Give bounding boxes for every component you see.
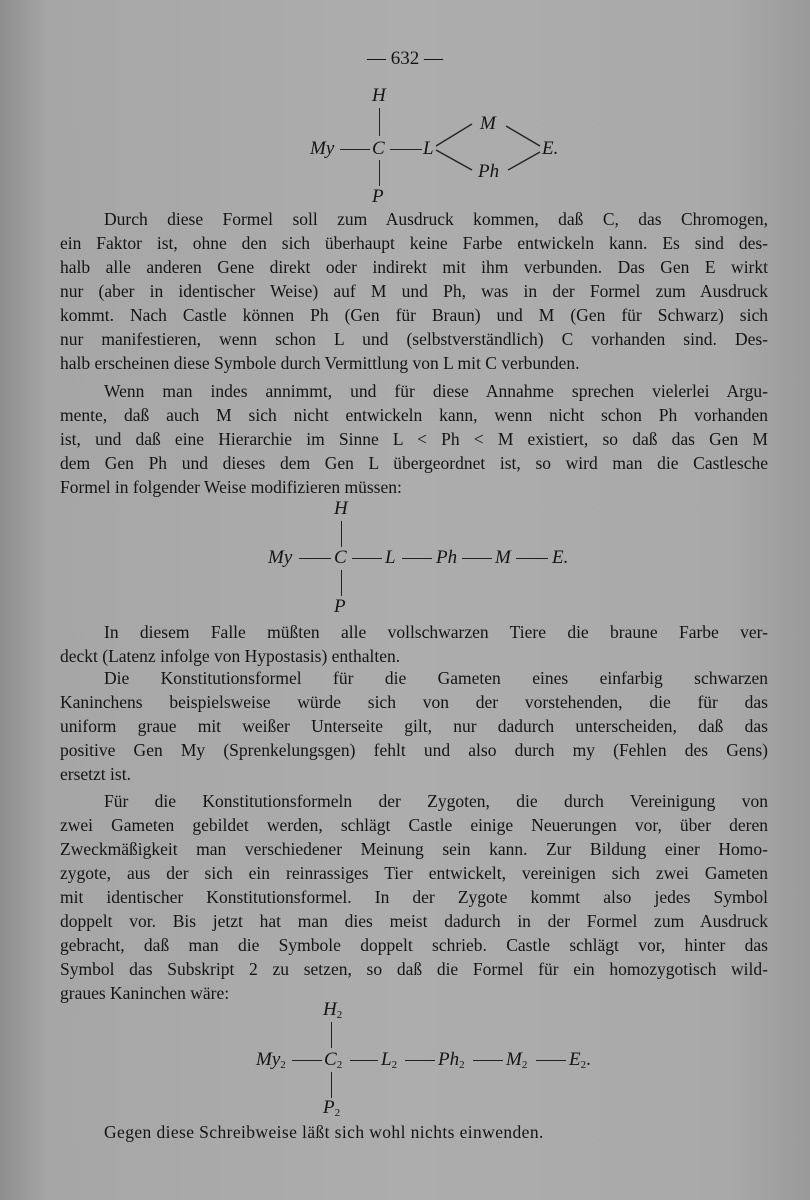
text-line: mente, daß auch M sich nicht entwickeln kann, wenn nicht schon Ph vorhanden (60, 405, 768, 425)
formula1-M: M (480, 113, 496, 134)
text-line: Die Konstitutionsformel für die Gameten eines einfarbig schwarzen (104, 668, 768, 688)
formula2-Ph: Ph (436, 547, 458, 568)
formula2-My: My (268, 547, 293, 568)
formula2-E: E. (552, 547, 569, 568)
formula3-bond (292, 1060, 322, 1061)
text-line: deckt (Latenz infolge von Hypostasis) enthalten. (60, 646, 401, 666)
text-line: halb erscheinen diese Symbole durch Vermittlung von L mit C verbunden. (60, 353, 580, 373)
text-line: zygote, aus der sich ein reinrassiges Tier entwickelt, vereinigen sich zwei Gameten (60, 863, 768, 883)
formula3-M: $M_2$ (506, 1049, 528, 1071)
formula1-My: My (310, 138, 335, 159)
text-line: graues Kaninchen wäre: (60, 983, 230, 1003)
text-line: nur (aber in identischer Weise) auf M und Ph, was in der Formel zum Ausdruck (60, 281, 768, 301)
text-line: In diesem Falle müßten alle vollschwarzen Tiere die braune Farbe ver- (104, 622, 768, 642)
formula1-E: E. (542, 138, 559, 159)
page-number: — 632 — (367, 48, 443, 69)
formula2-bond (462, 558, 492, 559)
formula2-bond (516, 558, 548, 559)
text-line: doppelt vor. Bis jetzt hat man dies meist dadurch in der Formel zum Ausdruck (60, 911, 768, 931)
text-line: ersetzt ist. (60, 764, 131, 784)
text-line: kommt. Nach Castle können Ph (Gen für Braun) und M (Gen für Schwarz) sich (60, 305, 768, 325)
text-line: zwei Gameten gebildet werden, schlägt Castle einige Neuerungen vor, über deren (60, 815, 768, 835)
paragraph-3 (60, 620, 768, 668)
text-line: uniform graue mit weißer Unterseite gilt, nur dadurch unterscheiden, daß das (60, 716, 768, 736)
text-line: Durch diese Formel soll zum Ausdruck kommen, daß C, das Chromogen, (104, 209, 768, 229)
formula3-bond (473, 1060, 503, 1061)
text-line: ist, und daß eine Hierarchie im Sinne L < Ph < M existiert, so daß das Gen M (60, 429, 768, 449)
paragraph-4 (60, 666, 768, 786)
formula3-C: $C_2$ (324, 1049, 343, 1071)
formula3-E: $E_2$. (569, 1049, 591, 1071)
formula3-bond-up (331, 1022, 332, 1048)
formula2-M: M (495, 547, 511, 568)
text-line: mit identischer Konstitutionsformel. In der Zygote kommt also jedes Symbol (60, 887, 768, 907)
paragraph-1 (60, 207, 768, 375)
formula3-My: $My_2$ (256, 1049, 286, 1071)
text-line: Formel in folgender Weise modifizieren müssen: (60, 477, 402, 497)
text-line: ein Faktor ist, ohne den sich überhaupt keine Farbe entwickeln kann. Es sind des- (60, 233, 768, 253)
formula2-P: P (334, 596, 346, 617)
text-line: Symbol das Subskript 2 zu setzen, so daß die Formel für ein homozygotisch wild- (60, 959, 768, 979)
text-line: Für die Konstitutionsformeln der Zygoten, die durch Vereinigung von (104, 791, 768, 811)
text-line: positive Gen My (Sprenkelungsgen) fehlt und also durch my (Fehlen des Gens) (60, 740, 768, 760)
formula1-P: P (372, 186, 384, 207)
formula3-Ph: $Ph_2$ (438, 1049, 465, 1071)
formula2-L: L (385, 547, 396, 568)
paragraph-5 (60, 789, 768, 1005)
formula3-bond (536, 1060, 566, 1061)
formula2-bond (352, 558, 382, 559)
formula2-bond-down (341, 570, 342, 596)
formula1-L: L (423, 138, 434, 159)
formula2-C: C (334, 547, 347, 568)
formula1-Ph: Ph (478, 161, 500, 182)
formula3-H: $H_2$ (323, 999, 343, 1021)
text-line: Zweckmäßigkeit man verschiedener Meinung sein kann. Zur Bildung einer Homo- (60, 839, 768, 859)
paragraph-2 (60, 379, 768, 499)
formula2-H: H (334, 498, 348, 519)
formula1-H: H (372, 85, 386, 106)
text-line: Kaninchens beispielsweise würde sich von der vorstehenden, die für das (60, 692, 768, 712)
text-line: halb alle anderen Gene direkt oder indirekt mit ihm verbunden. Das Gen E wirkt (60, 257, 768, 277)
closing-sentence: Gegen diese Schreibweise läßt sich wohl nichts einwenden. (104, 1122, 544, 1142)
formula2-bond (299, 558, 331, 559)
text-line: nur manifestieren, wenn schon L und (selbstverständlich) C vorhanden sind. Des- (60, 329, 768, 349)
formula3-bond (405, 1060, 435, 1061)
formula2-bond-up (341, 521, 342, 547)
formula1-C: C (372, 138, 385, 159)
text-line: gebracht, daß man die Symbole doppelt schrieb. Castle schlägt vor, hinter das (60, 935, 768, 955)
text-line: Wenn man indes annimmt, und für diese Annahme sprechen vielerlei Argu- (104, 381, 768, 401)
formula3-P: $P_2$ (323, 1097, 341, 1119)
formula3-L: $L_2$ (381, 1049, 398, 1071)
formula3-bond (350, 1060, 378, 1061)
text-line: dem Gen Ph und dieses dem Gen L übergeordnet ist, so wird man die Castlesche (60, 453, 768, 473)
formula2-bond (402, 558, 432, 559)
formula3-bond-down (331, 1072, 332, 1098)
